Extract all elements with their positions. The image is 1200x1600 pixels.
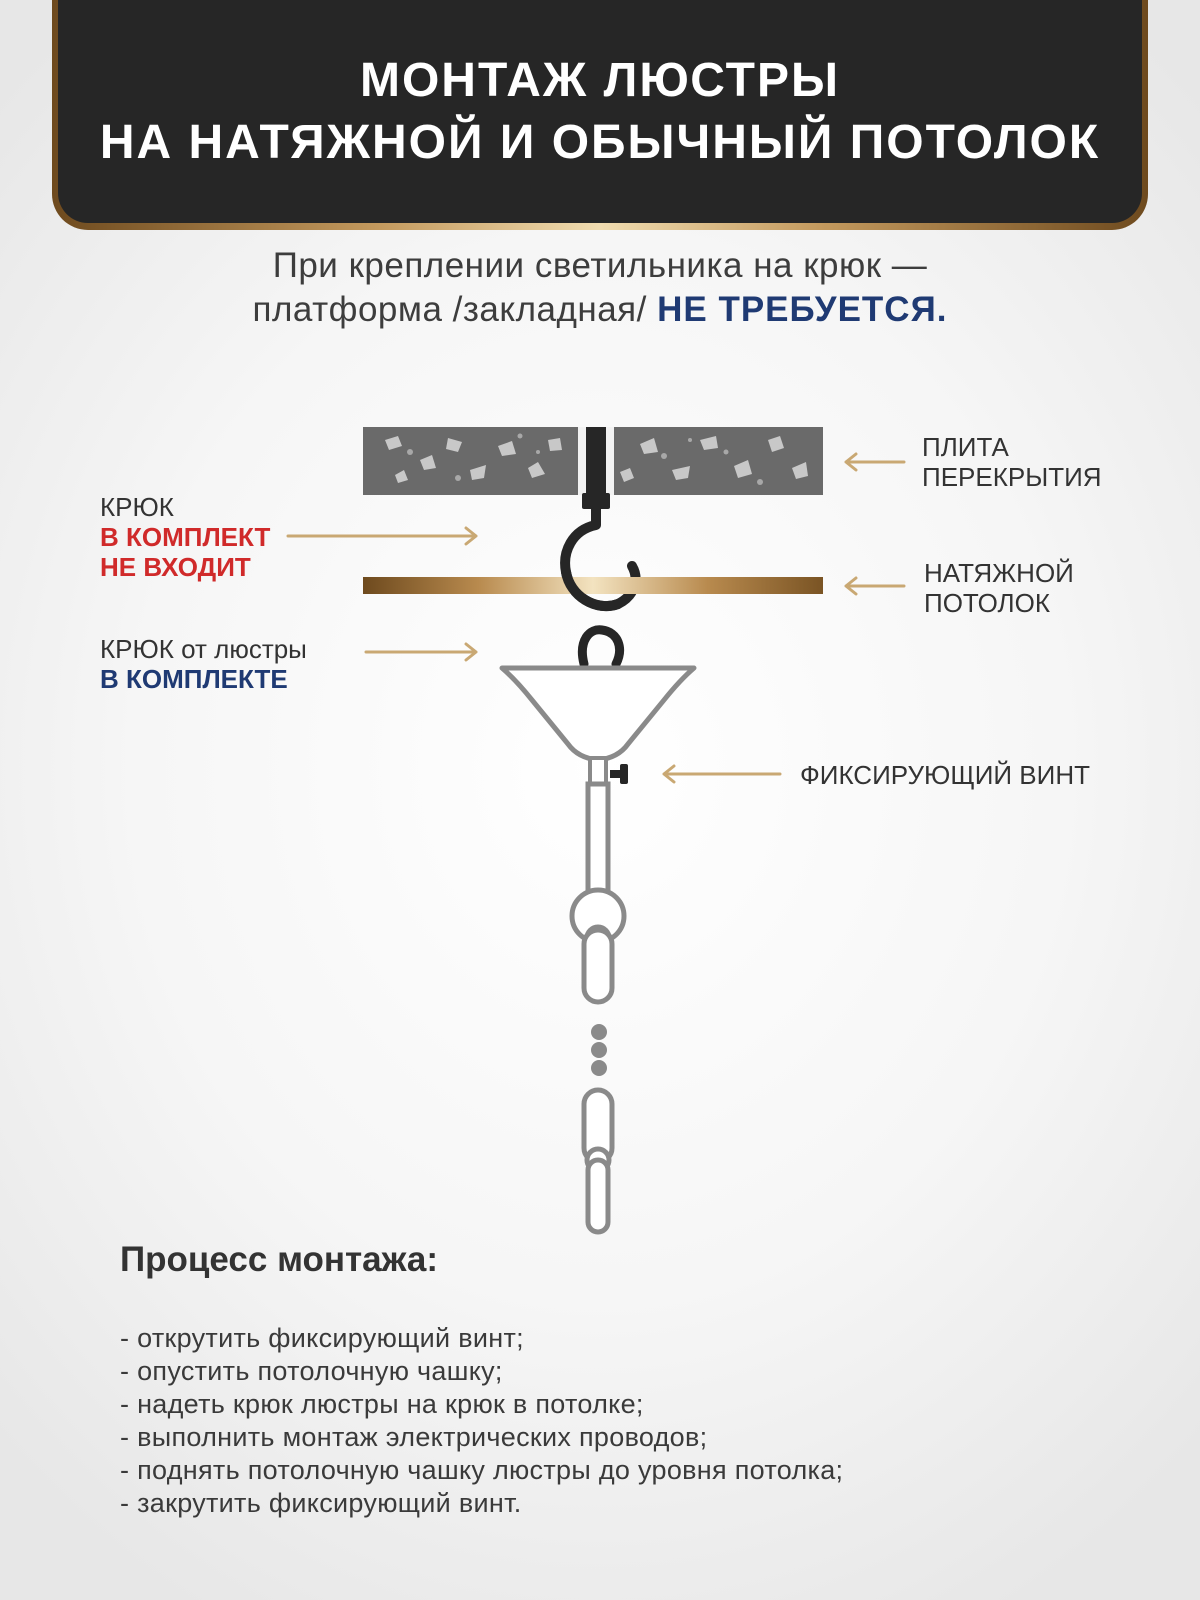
subtitle-line-2-text: платформа /закладная/ bbox=[252, 290, 647, 329]
arrow-screw bbox=[664, 766, 780, 782]
label-slab bbox=[922, 432, 1102, 492]
process-step: - надеть крюк люстры на крюк в потолке; bbox=[120, 1389, 644, 1419]
process-step: - поднять потолочную чашку люстры до уровня потолка; bbox=[120, 1455, 844, 1485]
arrow-slab bbox=[846, 454, 904, 470]
label-hook-line-2: В КОМПЛЕКТ bbox=[100, 522, 271, 552]
arrow-stretch-ceiling bbox=[846, 578, 904, 594]
stretch-ceiling-bar bbox=[363, 577, 823, 594]
label-slab-line-1: ПЛИТА bbox=[922, 432, 1009, 462]
process-title: Процесс монтажа: bbox=[120, 1240, 439, 1279]
rod-top bbox=[590, 758, 606, 784]
label-stretch-line-1: НАТЯЖНОЙ bbox=[924, 558, 1074, 588]
label-stretch-ceiling bbox=[924, 558, 1074, 618]
chain-ellipsis bbox=[591, 1024, 607, 1076]
label-chandelier-hook bbox=[100, 634, 307, 694]
rod bbox=[588, 784, 608, 894]
label-chandelier-hook-line-2: В КОМПЛЕКТЕ bbox=[100, 664, 288, 694]
ceiling-cup bbox=[502, 668, 694, 760]
label-hook-line-1: КРЮК bbox=[100, 492, 174, 522]
title-line-1: МОНТАЖ ЛЮСТРЫ bbox=[359, 53, 840, 107]
subtitle-accent: НЕ ТРЕБУЕТСЯ. bbox=[657, 290, 948, 329]
fixing-screw bbox=[610, 764, 628, 784]
label-chandelier-hook-line-1: КРЮК от люстры bbox=[100, 634, 307, 664]
chain bbox=[584, 927, 612, 1232]
process-steps bbox=[120, 1322, 843, 1520]
label-hook-line-3: НЕ ВХОДИТ bbox=[100, 552, 251, 582]
ceiling-slab bbox=[363, 427, 823, 495]
arrow-hook bbox=[288, 528, 476, 544]
process-step: - закрутить фиксирующий винт. bbox=[120, 1488, 522, 1518]
subtitle-line-1: При креплении светильника на крюк — bbox=[272, 246, 928, 285]
label-hook bbox=[100, 492, 270, 582]
label-fixing-screw: ФИКСИРУЮЩИЙ ВИНТ bbox=[800, 760, 1090, 790]
process-step: - опустить потолочную чашку; bbox=[120, 1356, 503, 1386]
title-line-2: НА НАТЯЖНОЙ И ОБЫЧНЫЙ ПОТОЛОК bbox=[99, 115, 1101, 169]
chandelier-hook bbox=[582, 630, 619, 664]
process-step: - открутить фиксирующий винт; bbox=[120, 1323, 524, 1353]
arrow-chandelier-hook bbox=[366, 644, 476, 660]
process-step: - выполнить монтаж электрических проводов; bbox=[120, 1422, 708, 1452]
label-slab-line-2: ПЕРЕКРЫТИЯ bbox=[922, 462, 1102, 492]
label-stretch-line-2: ПОТОЛОК bbox=[924, 588, 1050, 618]
